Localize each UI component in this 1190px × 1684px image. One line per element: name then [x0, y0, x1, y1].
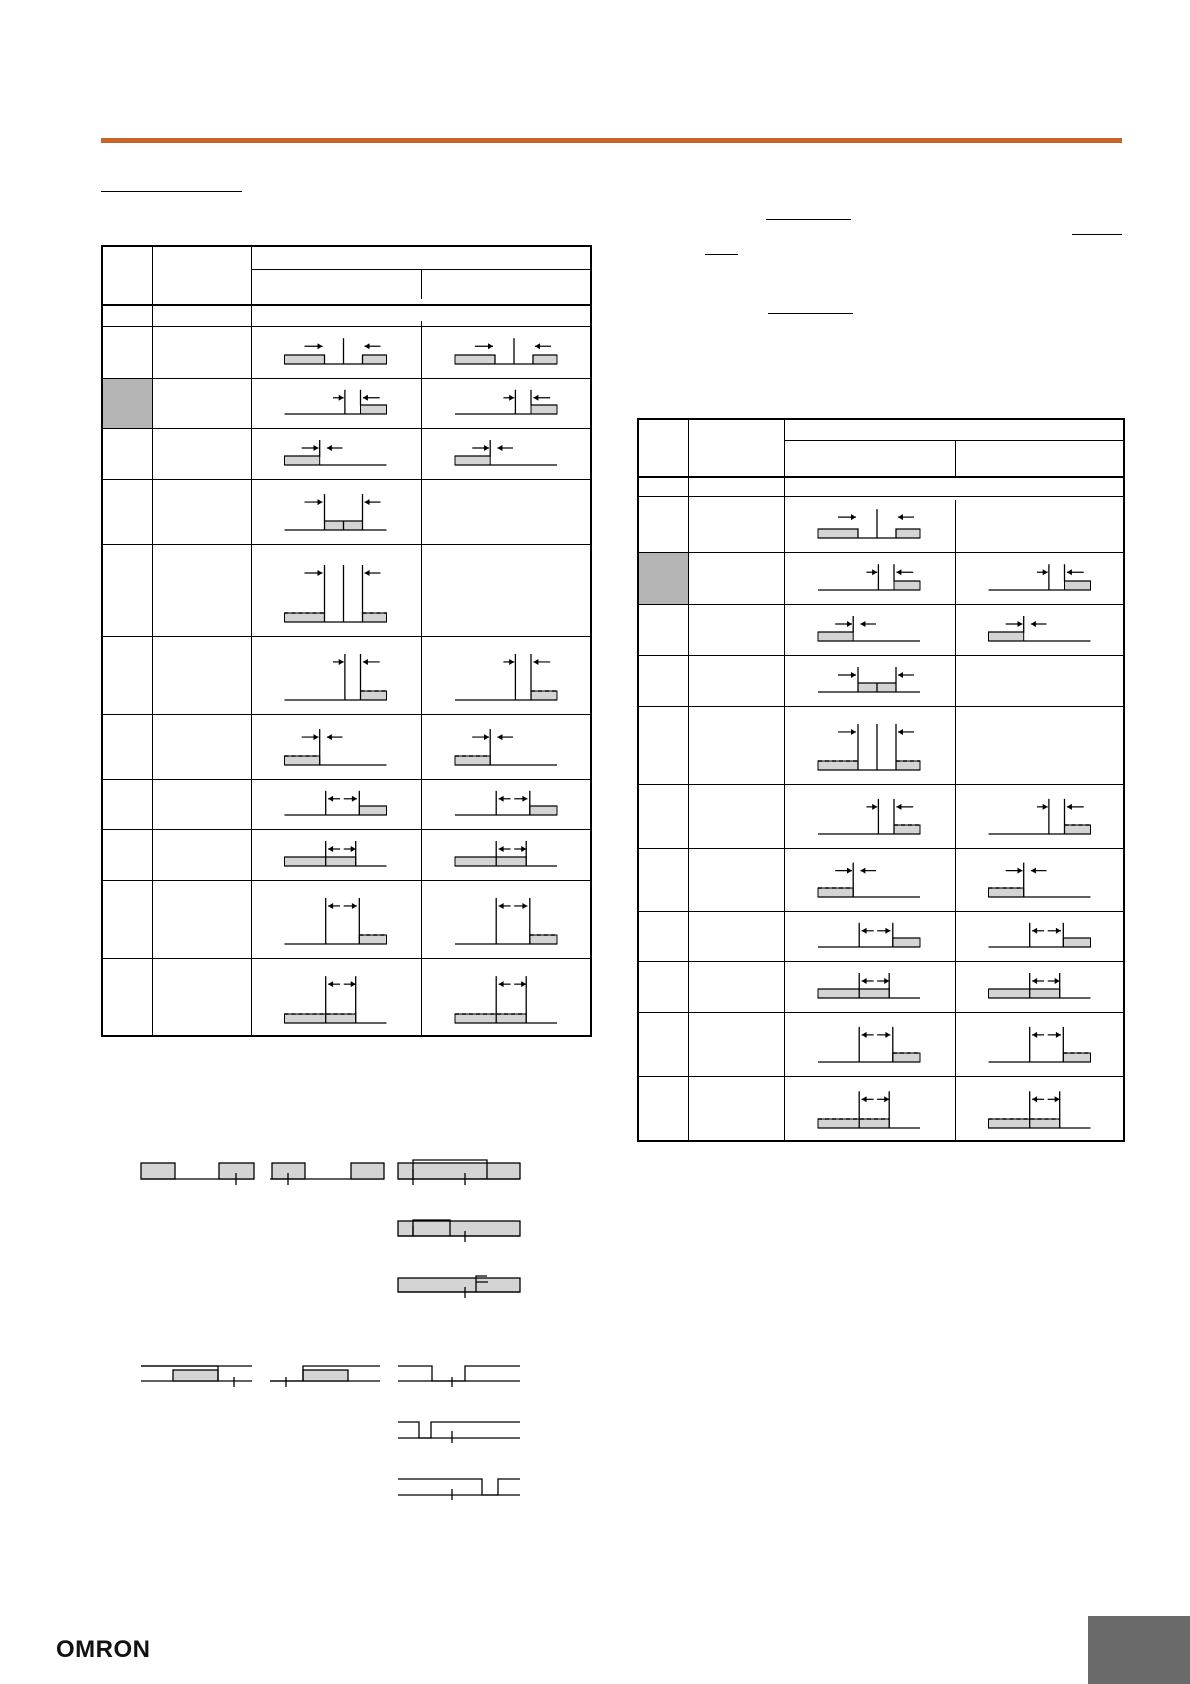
switch-diagram-icon [785, 553, 955, 604]
switch-diagram-icon [422, 881, 592, 958]
switch-diagram-icon [956, 605, 1125, 655]
switch-diagram-icon [785, 912, 955, 961]
switch-diagram-icon [252, 959, 421, 1037]
switch-diagram-icon [785, 707, 955, 784]
switch-diagram-icon [422, 780, 592, 829]
switch-diagram-icon [785, 656, 955, 706]
switch-diagram-icon [422, 715, 592, 779]
switch-diagram-icon [785, 785, 955, 848]
switch-diagram-icon [252, 830, 421, 880]
switch-diagram-icon [252, 379, 421, 428]
highlighted-row-marker [103, 378, 152, 428]
switch-diagram-icon [785, 605, 955, 655]
header-accent-rule [101, 138, 1122, 143]
switch-diagram-icon [422, 959, 592, 1037]
switch-diagram-icon [252, 780, 421, 829]
switch-diagram-icon [956, 1013, 1125, 1076]
switch-diagram-icon [422, 637, 592, 714]
switch-diagram-icon [956, 912, 1125, 961]
link-underline-2 [1072, 234, 1122, 235]
switch-diagram-icon [785, 497, 955, 552]
highlighted-row-marker [639, 552, 688, 604]
switch-diagram-icon [956, 553, 1125, 604]
switch-diagram-icon [252, 881, 421, 958]
switch-diagram-icon [252, 637, 421, 714]
switch-diagram-icon [252, 545, 421, 636]
link-underline-3 [705, 254, 738, 255]
switch-diagram-icon [785, 1013, 955, 1076]
omron-logo: OMRON [56, 1636, 151, 1663]
switch-diagram-icon [422, 327, 592, 378]
switch-diagram-icon [252, 480, 421, 544]
section-heading-underline [101, 191, 242, 192]
switch-diagram-icon [252, 327, 421, 378]
switch-diagram-icon [785, 849, 955, 911]
link-underline-1 [766, 219, 851, 220]
link-underline-4 [768, 313, 853, 314]
switch-diagram-icon [252, 429, 421, 479]
switch-diagram-icon [422, 379, 592, 428]
switch-diagram-icon [785, 962, 955, 1012]
switch-diagram-icon [956, 849, 1125, 911]
switch-diagram-icon [785, 1077, 955, 1142]
switch-diagram-icon [422, 429, 592, 479]
switch-diagram-icon [956, 785, 1125, 848]
switch-diagram-icon [956, 1077, 1125, 1142]
operation-table-left [101, 245, 592, 1037]
switch-diagram-icon [422, 830, 592, 880]
switch-diagram-icon [252, 715, 421, 779]
page-corner-tab [1088, 1616, 1190, 1684]
switch-diagram-icon [956, 962, 1125, 1012]
operation-table-right [637, 418, 1125, 1142]
